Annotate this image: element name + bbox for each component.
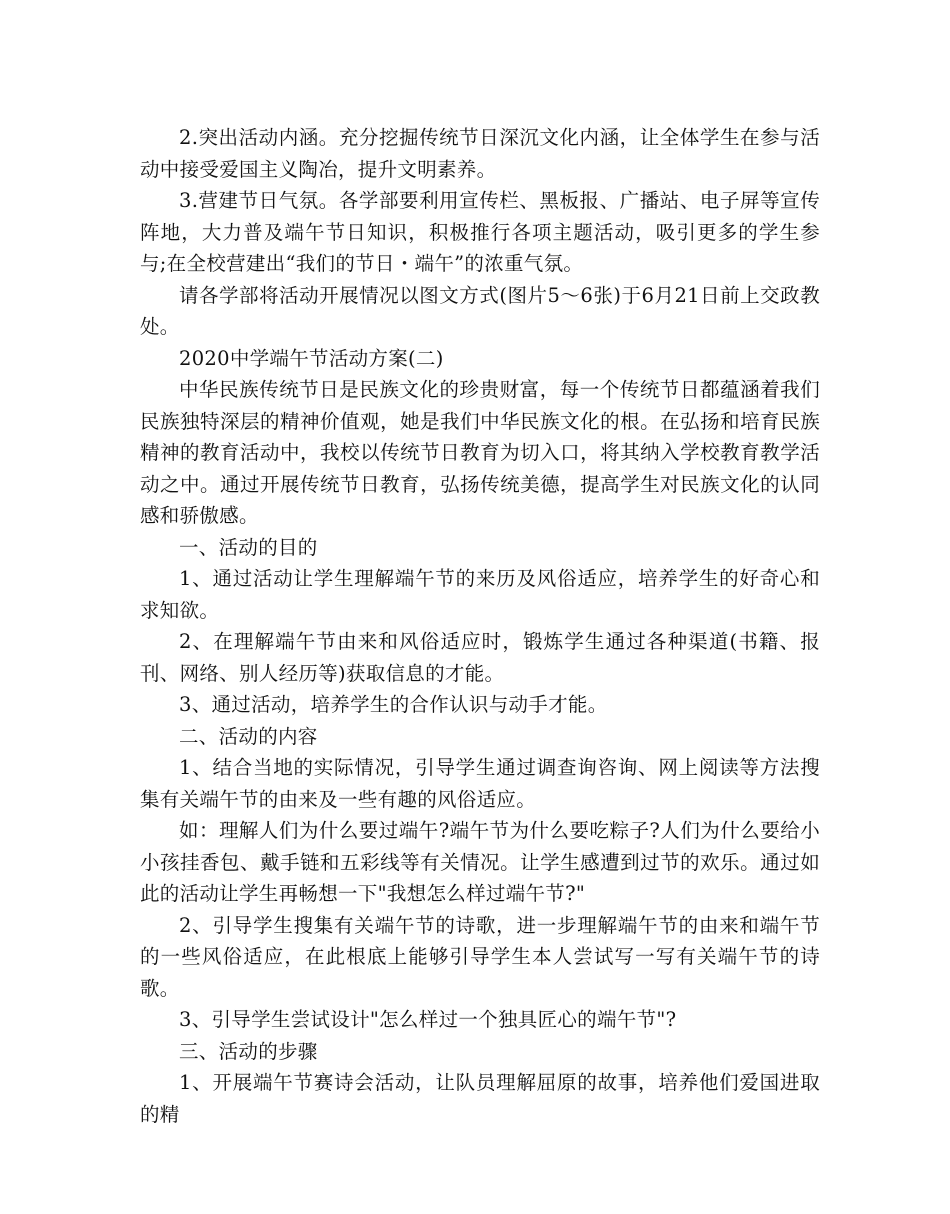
paragraph-11: 1、结合当地的实际情况，引导学生通过调查询咨询、网上阅读等方法搜集有关端午节的由来及一些有趣的风俗适应。 [140, 756, 820, 811]
heading-content: 二、活动的内容 [179, 724, 318, 748]
document-body [140, 122, 820, 1130]
heading-purpose: 一、活动的目的 [179, 535, 318, 559]
paragraph-12: 如：理解人们为什么要过端午?端午节为什么要吃粽子?人们为什么要给小小孩挂香包、戴手链和五彩线等有关情况。让学生感遭到过节的欢乐。通过如此的活动让学生再畅想一下"我想怎么样过端午节?" [140, 819, 820, 905]
paragraph-16: 1、开展端午节赛诗会活动，让队员理解屈原的故事，培养他们爱国进取的精 [140, 1071, 820, 1126]
paragraph-13: 2、引导学生搜集有关端午节的诗歌，进一步理解端午节的由来和端午节的一些风俗适应，在此根底上能够引导学生本人尝试写一写有关端午节的诗歌。 [140, 913, 820, 1000]
paragraph-14: 3、引导学生尝试设计"怎么样过一个独具匠心的端午节"? [179, 1008, 677, 1031]
heading-steps: 三、活动的步骤 [179, 1039, 318, 1063]
paragraph-2: 3.营建节日气氛。各学部要利用宣传栏、黑板报、广播站、电子屏等宣传阵地，大力普及端午节日知识，积极推行各项主题活动，吸引更多的学生参与;在全校营建出“我们的节日・端午”的浓重气氛。 [140, 189, 820, 275]
section-title: 2020中学端午节活动方案(二) [179, 346, 444, 370]
paragraph-1: 2.突出活动内涵。充分挖掘传统节日深沉文化内涵，让全体学生在参与活动中接受爱国主义陶冶，提升文明素养。 [140, 126, 820, 181]
paragraph-8: 2、在理解端午节由来和风俗适应时，锻炼学生通过各种渠道(书籍、报刊、网络、别人经历等)获取信息的才能。 [140, 630, 820, 685]
paragraph-9: 3、通过活动，培养学生的合作认识与动手才能。 [179, 693, 608, 716]
paragraph-5: 中华民族传统节日是民族文化的珍贵财富，每一个传统节日都蕴涵着我们民族独特深层的精神价值观，她是我们中华民族文化的根。在弘扬和培育民族精神的教育活动中，我校以传统节日教育为切入口，将其纳入学校教育教学活动之中。通过开展传统节日教育，弘扬传统美德，提高学生对民族文化的认同感和骄傲感。 [140, 378, 820, 527]
paragraph-3: 请各学部将活动开展情况以图文方式(图片5～6张)于6月21日前上交政教处。 [140, 283, 820, 338]
paragraph-7: 1、通过活动让学生理解端午节的来历及风俗适应，培养学生的好奇心和求知欲。 [140, 567, 820, 622]
